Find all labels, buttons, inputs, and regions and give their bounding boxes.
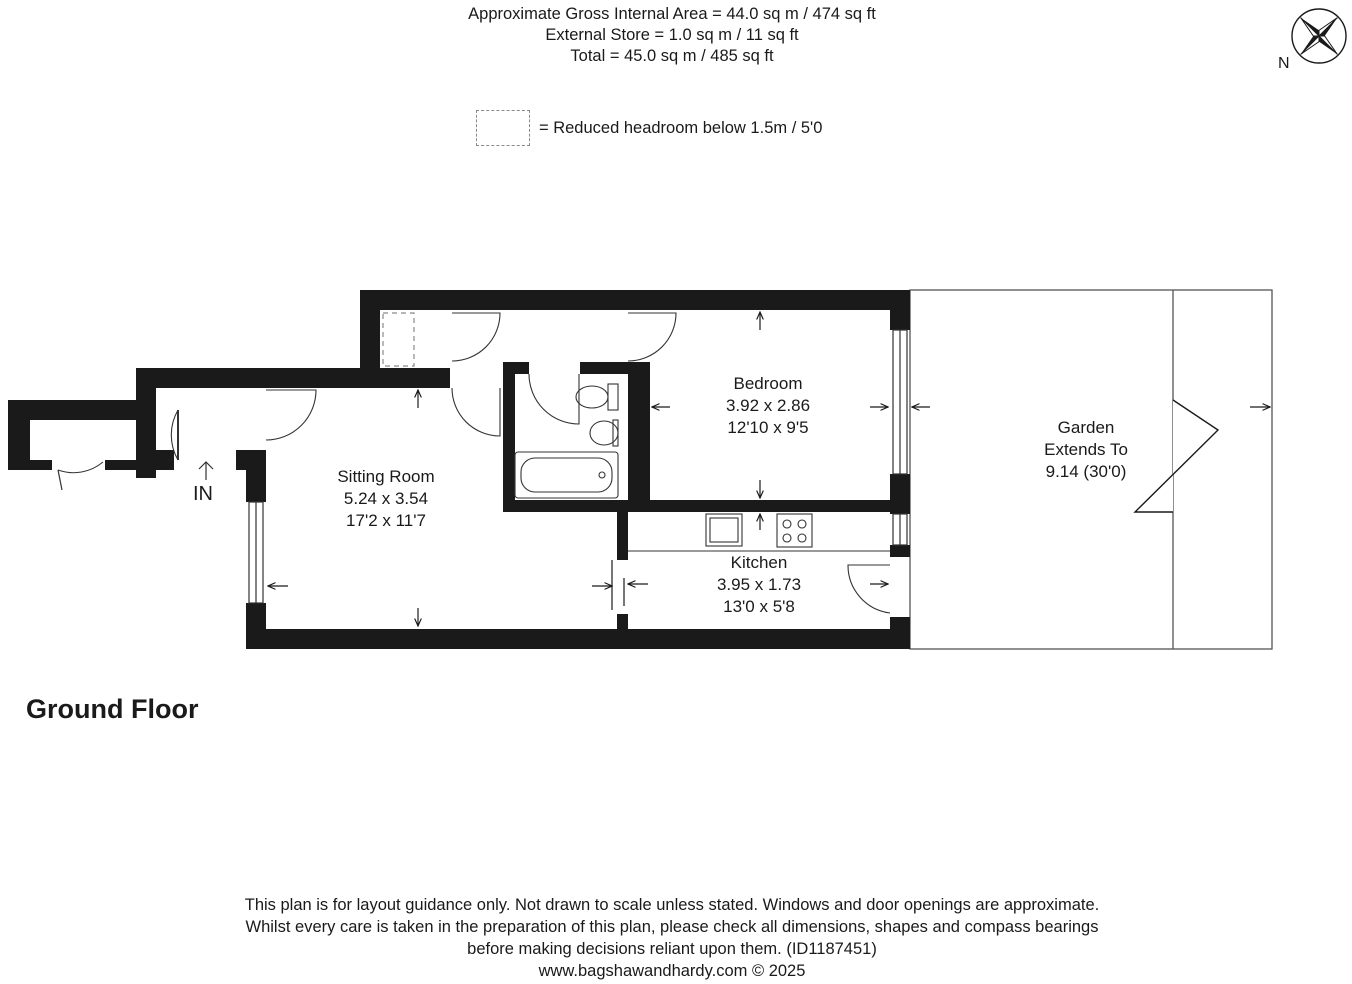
bedroom-label: [726, 373, 810, 439]
floor-title: Ground Floor: [26, 694, 199, 724]
kitchen-name: Kitchen: [730, 553, 788, 572]
disclaimer-line-2: Whilst every care is taken in the preparation of this plan, please check all dimensions, shapes and compass bearings: [245, 918, 1099, 936]
bedroom-metric: 3.92 x 2.86: [725, 396, 811, 415]
reduced-headroom-area: [383, 313, 414, 366]
bedroom-name: Bedroom: [733, 374, 803, 393]
kitchen-label: [717, 552, 801, 618]
garden-line3: 9.14 (30'0): [1045, 462, 1127, 481]
sink-icon: [590, 421, 618, 445]
website-copyright[interactable]: www.bagshawandhardy.com © 2025: [538, 962, 806, 980]
gross-internal-area: Approximate Gross Internal Area = 44.0 sq m / 474 sq ft: [468, 5, 876, 23]
headroom-legend-text: = Reduced headroom below 1.5m / 5'0: [539, 118, 823, 137]
toilet-icon: [576, 386, 608, 408]
disclaimer-line-1: This plan is for layout guidance only. Not drawn to scale unless stated. Windows and door openings are approximate.: [244, 896, 1100, 914]
bathroom-fixtures: [515, 384, 618, 498]
garden-line2: Extends To: [1044, 440, 1128, 459]
north-label: N: [1278, 55, 1290, 72]
break-line-icon: [1135, 400, 1218, 512]
kitchen-sink-icon: [706, 514, 742, 546]
bedroom-imperial: 12'10 x 9'5: [727, 418, 809, 437]
entrance-arrow-icon: [199, 462, 213, 480]
sitting-room-label: [337, 466, 434, 532]
hob-icon: [777, 514, 812, 547]
sitting-room-metric: 5.24 x 3.54: [343, 489, 429, 508]
sitting-room-imperial: 17'2 x 11'7: [346, 511, 426, 530]
external-store-area: External Store = 1.0 sq m / 11 sq ft: [545, 26, 799, 44]
kitchen-fixtures: [628, 514, 890, 551]
total-area: Total = 45.0 sq m / 485 sq ft: [570, 47, 774, 65]
kitchen-imperial: 13'0 x 5'8: [723, 597, 795, 616]
sitting-room-name: Sitting Room: [337, 467, 435, 486]
disclaimer: [172, 894, 1172, 982]
external-store: [8, 400, 136, 490]
kitchen-metric: 3.95 x 1.73: [716, 575, 802, 594]
garden-label: [1044, 417, 1128, 483]
disclaimer-line-3: before making decisions reliant upon them. (ID1187451): [467, 940, 877, 958]
garden-line1: Garden: [1057, 418, 1115, 437]
entrance-label: IN: [193, 483, 213, 505]
